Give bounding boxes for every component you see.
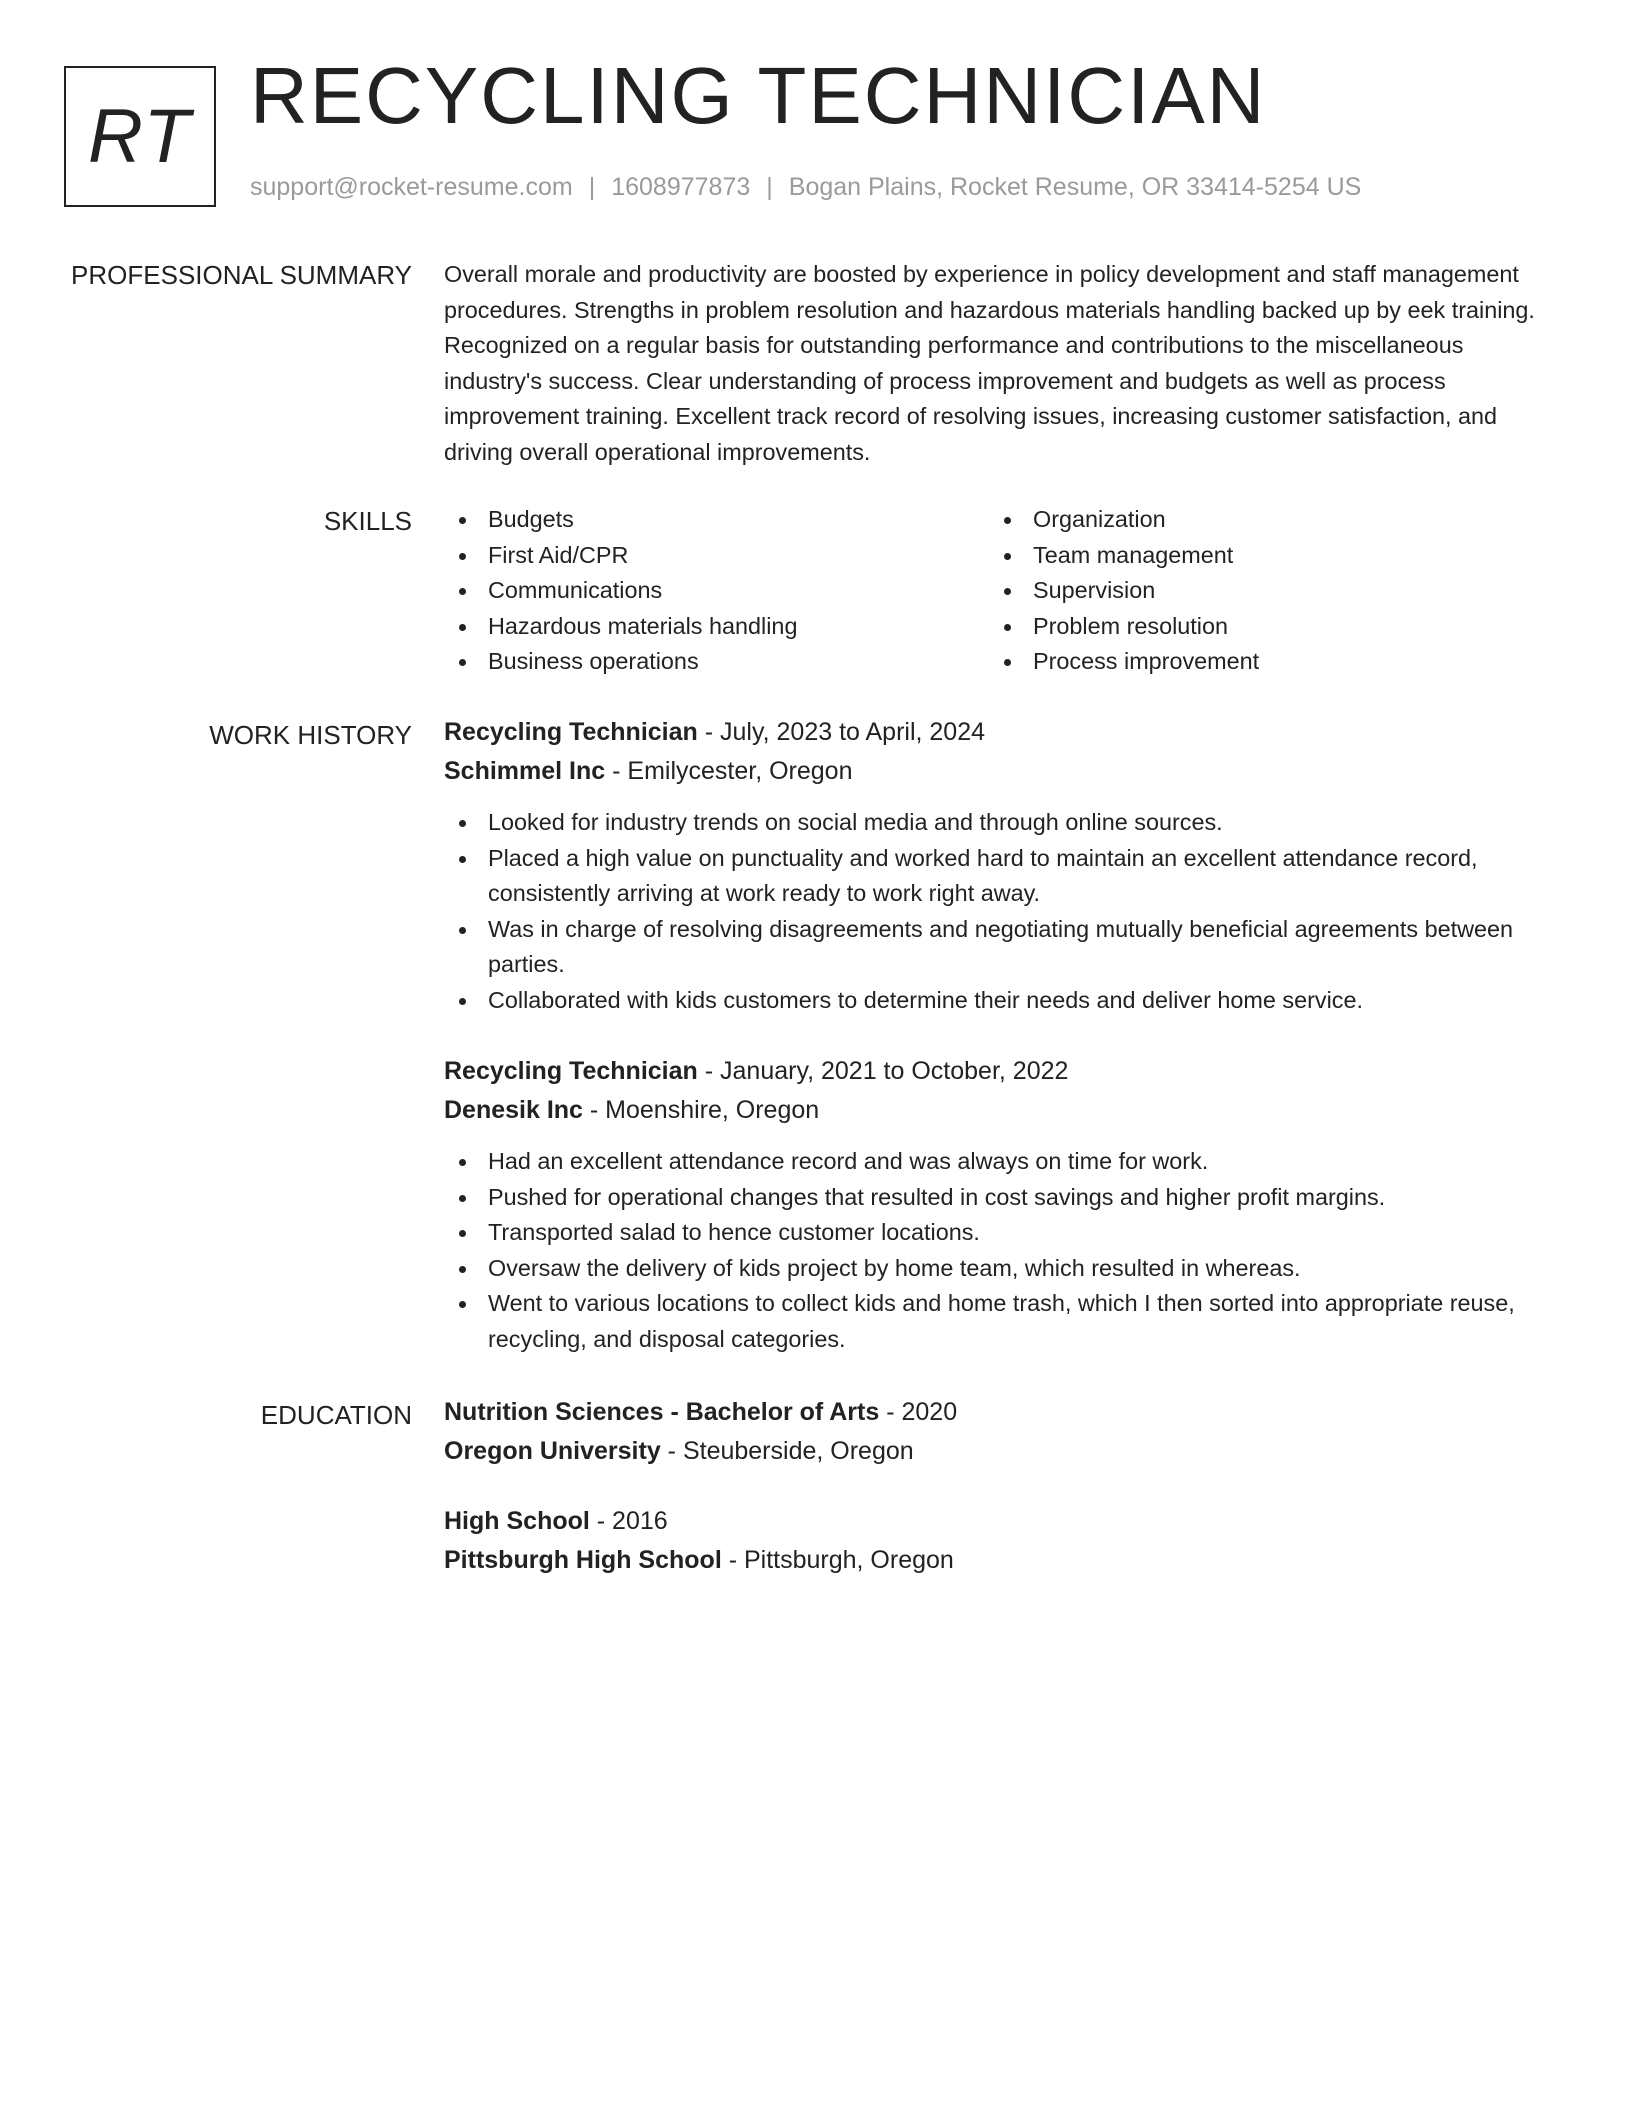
job-dates: - January, 2021 to October, 2022 <box>697 1057 1069 1085</box>
section-label-work-history: WORK HISTORY <box>209 720 412 750</box>
education-degree: Nutrition Sciences - Bachelor of Arts <box>444 1398 880 1426</box>
skill-item: Hazardous materials handling <box>444 609 989 645</box>
job-title-line <box>444 713 1556 752</box>
resume-name: RECYCLING TECHNICIAN <box>250 51 1267 140</box>
education-degree-line <box>444 1502 1556 1541</box>
monogram-logo: RT <box>64 66 216 207</box>
job-company-line <box>444 1091 1556 1130</box>
education-degree-line <box>444 1393 1556 1432</box>
skill-item: Budgets <box>444 502 989 538</box>
contact-phone[interactable]: 1608977873 <box>611 173 751 201</box>
education-year: - 2020 <box>879 1398 958 1426</box>
education-location: - Steuberside, Oregon <box>660 1437 914 1465</box>
education-school-line <box>444 1541 1556 1580</box>
skill-item: Business operations <box>444 644 989 680</box>
contact-separator: | <box>766 173 773 201</box>
skill-item: Organization <box>989 502 1534 538</box>
job-company: Denesik Inc <box>444 1096 583 1124</box>
summary-text: Overall morale and productivity are boosted by experience in policy development and staff management procedures. Strengths in problem resolution and hazardous materials handling backed up by eek training. Recognized on a regular basis for outstanding performance and contributions to the miscellaneous industry's success. Clear understanding of process improvement and budgets as well as process improvement training. Excellent track record of resolving issues, increasing customer satisfaction, and driving overall operational improvements. <box>444 261 1535 465</box>
job-bullet: Went to various locations to collect kids and home trash, which I then sorted into appropriate reuse, recycling, and disposal categories. <box>444 1286 1556 1357</box>
job-title: Recycling Technician <box>444 1057 698 1085</box>
job-entry <box>444 1052 1556 1358</box>
section-label-skills: SKILLS <box>323 506 412 536</box>
job-bullet: Looked for industry trends on social media and through online sources. <box>444 805 1556 841</box>
job-entry <box>444 713 1556 1019</box>
job-bullets <box>444 805 1556 1019</box>
skill-item: Process improvement <box>989 644 1534 680</box>
contact-line <box>250 173 1361 202</box>
section-label-summary: PROFESSIONAL SUMMARY <box>71 260 412 290</box>
education-school: Oregon University <box>444 1437 661 1465</box>
education-entry <box>444 1502 1556 1580</box>
contact-separator: | <box>588 173 596 201</box>
skills-list-right <box>989 502 1534 680</box>
summary-section <box>444 257 1556 471</box>
skill-item: Problem resolution <box>989 609 1534 645</box>
skill-item: Communications <box>444 573 989 609</box>
contact-email[interactable]: support@rocket-resume.com <box>250 173 573 201</box>
job-bullet: Collaborated with kids customers to determine their needs and deliver home service. <box>444 983 1556 1019</box>
job-title-line <box>444 1052 1556 1091</box>
education-degree: High School <box>444 1507 590 1535</box>
contact-address: Bogan Plains, Rocket Resume, OR 33414-5254 US <box>788 173 1362 201</box>
job-bullet: Was in charge of resolving disagreements and negotiating mutually beneficial agreements between parties. <box>444 912 1556 983</box>
education-school: Pittsburgh High School <box>444 1546 722 1574</box>
job-bullet: Oversaw the delivery of kids project by home team, which resulted in whereas. <box>444 1251 1556 1287</box>
job-company-line <box>444 752 1556 791</box>
skill-item: Supervision <box>989 573 1534 609</box>
skill-item: Team management <box>989 538 1534 574</box>
job-bullet: Placed a high value on punctuality and worked hard to maintain an excellent attendance record, consistently arriving at work ready to work right away. <box>444 841 1556 912</box>
job-title: Recycling Technician <box>444 718 698 746</box>
skills-list-left <box>444 502 989 680</box>
skills-section <box>444 502 1556 680</box>
education-year: - 2016 <box>589 1507 668 1535</box>
job-location: - Moenshire, Oregon <box>582 1096 820 1124</box>
education-school-line <box>444 1432 1556 1471</box>
job-location: - Emilycester, Oregon <box>605 757 853 785</box>
job-company: Schimmel Inc <box>444 757 606 785</box>
job-dates: - July, 2023 to April, 2024 <box>697 718 986 746</box>
section-label-education: EDUCATION <box>260 1400 412 1430</box>
education-entry <box>444 1393 1556 1471</box>
skill-item: First Aid/CPR <box>444 538 989 574</box>
job-bullet: Transported salad to hence customer locations. <box>444 1215 1556 1251</box>
job-bullets <box>444 1144 1556 1358</box>
education-location: - Pittsburgh, Oregon <box>721 1546 954 1574</box>
job-bullet: Pushed for operational changes that resulted in cost savings and higher profit margins. <box>444 1180 1556 1216</box>
job-bullet: Had an excellent attendance record and was always on time for work. <box>444 1144 1556 1180</box>
